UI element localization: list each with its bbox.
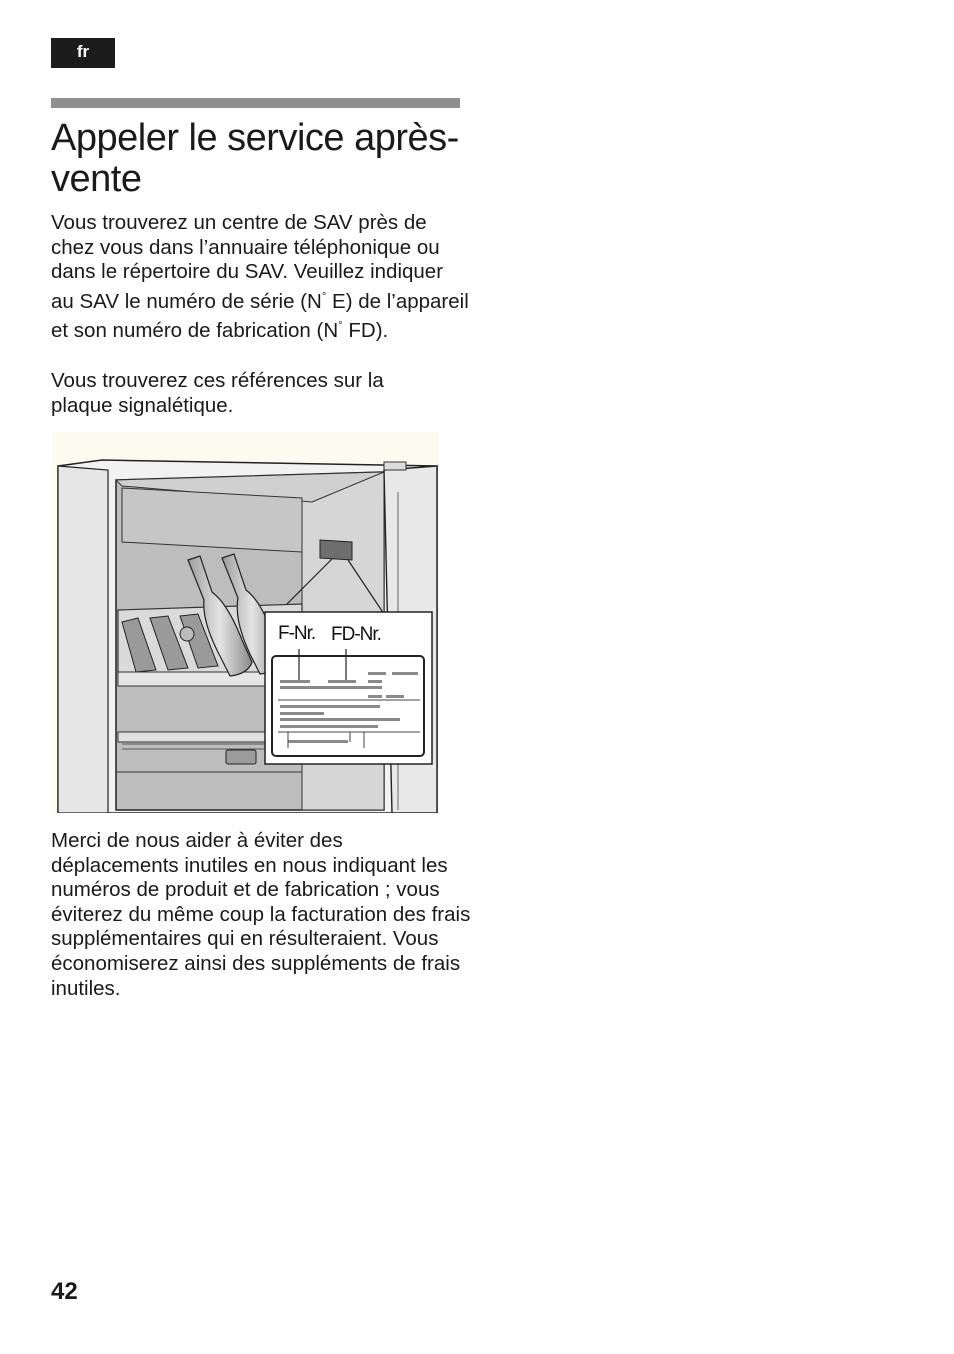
section-divider bbox=[51, 98, 460, 108]
f-nr-label: F-Nr. bbox=[278, 623, 316, 644]
language-tab: fr bbox=[51, 38, 115, 68]
intro-text-1: Vous trouverez un centre de SAV près de chez vous dans l’annuaire téléphonique ou dans le répertoire du SAV. Veuillez indiquer au SAV le numéro de série (N bbox=[51, 211, 444, 313]
intro-paragraph bbox=[51, 211, 471, 344]
closing-paragraph: Merci de nous aider à éviter des déplacements inutiles en nous indiquant les numéros de produit et de fabrication ; vous éviterez du même coup la facturation des frais supplémentaires qui en résulteraient. Vous économiserez ainsi des suppléments de frais inutiles. bbox=[51, 829, 471, 1000]
page-number: 42 bbox=[51, 1278, 78, 1305]
intro-text-2: E) de l’appareil et son numéro de fabrication (N bbox=[51, 289, 469, 343]
intro-text-3: FD). bbox=[342, 319, 389, 343]
degree-sign-2: ° bbox=[338, 320, 343, 333]
appliance-illustration bbox=[52, 432, 438, 813]
fd-nr-label: FD-Nr. bbox=[331, 624, 381, 645]
degree-sign-1: ° bbox=[321, 290, 327, 303]
page-title: Appeler le service après-vente bbox=[51, 117, 459, 200]
rating-plate-paragraph: Vous trouverez ces références sur la plaque signalétique. bbox=[51, 369, 384, 417]
